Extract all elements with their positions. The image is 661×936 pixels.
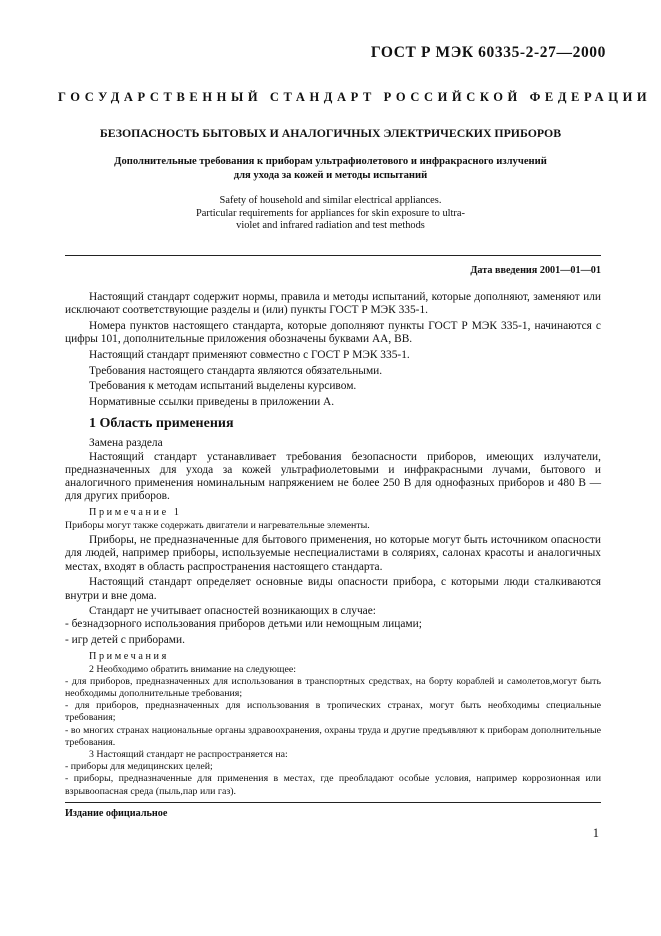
list-item: - игр детей с приборами. (65, 634, 185, 647)
note-item: - приборы, предназначенные для применения в местах, где преобладают особые условия, например коррозионная или взрывоопасная среда (пыль,пар или газ). (65, 773, 601, 797)
intro-paragraph: Требования настоящего стандарта являются обязательными. (89, 364, 383, 377)
intro-paragraph: Номера пунктов настоящего стандарта, которые дополняют пункты ГОСТ Р МЭК 335-1, начинаются с цифры 101, дополнительные приложения обозначены буквами АА, ВВ. (65, 319, 601, 346)
english-title-line: violet and infrared radiation and test methods (236, 220, 425, 231)
note-header: Примечание 1 (89, 507, 182, 519)
note-item: - для приборов, предназначенных для использования в транспортных средствах, на борту кораблей и самолетов,могут быть необходимы дополнительные требования; (65, 675, 601, 699)
intro-paragraph: Настоящий стандарт применяют совместно с ГОСТ Р МЭК 335-1. (89, 348, 410, 361)
scope-paragraph: Стандарт не учитывает опасностей возникающих в случае: (89, 605, 376, 618)
note-item: - для приборов, предназначенных для использования в тропических странах, могут быть необходимы специальные требования; (65, 700, 601, 724)
note-item: - во многих странах национальные органы здравоохранения, охраны труда и другие предъявляют к приборам дополнительные требования. (65, 724, 601, 748)
replace-note: Замена раздела (89, 437, 163, 450)
bottom-divider (65, 802, 601, 803)
english-title (58, 195, 603, 233)
subtitle-line: Дополнительные требования к приборам ультрафиолетового и инфракрасного излучений (114, 156, 547, 167)
note-item: - приборы для медицинских целей; (65, 761, 213, 773)
section-heading: 1 Область применения (89, 416, 234, 432)
note-text: 3 Настоящий стандарт не распространяется на: (89, 749, 288, 760)
edition-label: Издание официальное (65, 808, 168, 819)
note-text: Приборы могут также содержать двигатели и нагревательные элементы. (65, 519, 370, 531)
notes-header: Примечания (89, 651, 169, 663)
list-item: - безнадзорного использования приборов детьми или немощным лицами; (65, 618, 422, 631)
english-title-line: Particular requirements for appliances for skin exposure to ultra- (196, 207, 465, 219)
standard-number: ГОСТ Р МЭК 60335-2-27—2000 (370, 44, 606, 61)
document-subtitle (58, 155, 603, 183)
effective-date: Дата введения 2001—01—01 (470, 265, 601, 276)
scope-paragraph: Приборы, не предназначенные для бытового применения, но которые могут быть источником опасности для людей, например приборы, используемые неспециалистами в соляриях, салонах красоты и аналогичных местах, входят в область распространения настоящего стандарта. (65, 534, 601, 573)
top-divider (65, 255, 601, 256)
state-standard-heading: ГОСУДАРСТВЕННЫЙ СТАНДАРТ РОССИЙСКОЙ ФЕДЕРАЦИИ (58, 90, 652, 104)
english-title-line: Safety of household and similar electrical appliances. (219, 195, 442, 206)
subtitle-line: для ухода за кожей и методы испытаний (233, 170, 428, 181)
note-text: 2 Необходимо обратить внимание на следующее: (89, 663, 296, 675)
page-number: 1 (592, 826, 599, 840)
scope-paragraph: Настоящий стандарт определяет основные виды опасности прибора, с которыми люди сталкиваются внутри и вне дома. (65, 576, 601, 602)
intro-paragraph: Требования к методам испытаний выделены курсивом. (89, 380, 357, 393)
document-title: БЕЗОПАСНОСТЬ БЫТОВЫХ И АНАЛОГИЧНЫХ ЭЛЕКТРИЧЕСКИХ ПРИБОРОВ (99, 126, 562, 140)
intro-paragraph: Нормативные ссылки приведены в приложении А. (89, 395, 335, 408)
document-body (65, 291, 601, 798)
intro-paragraph: Настоящий стандарт содержит нормы, правила и методы испытаний, которые дополняют, заменяют или исключают соответствующие разделы и (или) пункты ГОСТ Р МЭК 335-1. (65, 291, 601, 317)
scope-paragraph: Настоящий стандарт устанавливает требования безопасности приборов, имеющих излучатели, предназначенных для ухода за кожей ультрафиолетовыми и инфракрасными лучами, бытового и аналогичного применения номинальным напряжением не более 250 В для однофазных приборов и 480 В — для других приборов. (65, 450, 601, 503)
